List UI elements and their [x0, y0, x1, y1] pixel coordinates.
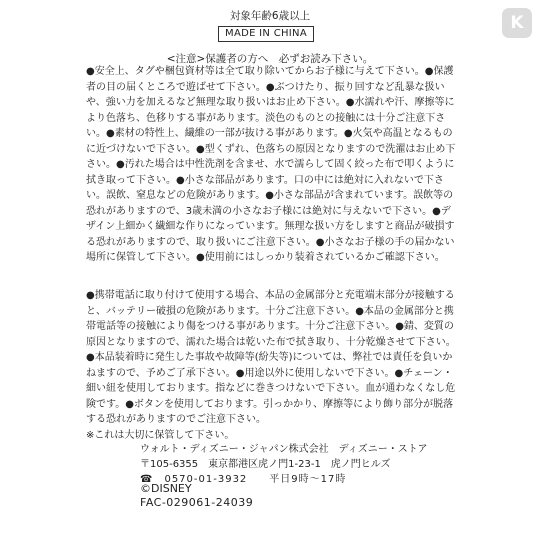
copyright: ©DISNEY	[140, 482, 192, 495]
company-name: ウォルト・ディズニー・ジャパン株式会社 ディズニー・ストア	[140, 444, 428, 455]
company-info	[140, 442, 428, 487]
keep-note: ※これは大切に保管して下さい。	[86, 429, 235, 441]
company-address: 〒105-6355 東京都港区虎ノ門1-23-1 虎ノ門ヒルズ	[140, 459, 391, 470]
age-label: 対象年齢6歳以上	[229, 10, 311, 22]
warnings-text-2: ●携帯電話に取り付けて使用する場合、本品の金属部分と充電端末部分が接触すると、バッテリー破損の危険があります。十分ご注意下さい。●本品の金属部分と携帯電話等の接触により傷をつける事があります。十分ご注意下さい。●錆、変質の原因となりますので、濡れた場合は乾いた布で拭き取り、十分乾燥させて下さい。●本品装着時に発生した事故や故障等(紛失等)については、弊社では責任を負いかねますので、予めご了承下さい。●用途以外に使用しないで下さい。●チェーン・細い紐を使用しております。指などに巻きつけないで下さい。血が通わなくなし危険です。●ボタンを使用しております。引っかかり、摩擦等により飾り部分が脱落する恐れがありますのでご注意下さい。	[86, 290, 456, 425]
made-in-label: MADE IN CHINA	[218, 26, 314, 42]
warnings-section-1	[86, 64, 456, 266]
product-code: FAC-029061-24039	[140, 496, 254, 509]
warnings-text-1: ●安全上、タグや梱包資材等は全て取り除いてからお子様に与えて下さい。●保護者の目の届くところで遊ばせて下さい。●ぶつけたり、振り回すなど乱暴な扱いや、強い力を加えるなど無理な取り扱いはお止め下さい。●水濡れや汗、摩擦等により色落ち、色移りする事があります。淡色のものとの接触には十分ご注意下さい。●素材の特性上、繊維の一部が抜ける事があります。●火気や高温となるものに近づけないで下さい。●型くずれ、色落ちの原因となりますので洗濯はお止め下さい。●汚れた場合は中性洗剤を含ませ、水で濡らして固く絞った布で叩くように拭き取って下さい。●小さな部品があります。口の中には絶対に入れないで下さい。誤飲、窒息などの危険があります。●小さな部品が含まれています。誤飲等の恐れがありますので、3歳未満の小さなお子様には絶対に与えないで下さい。●デザイン上細かく繊細な作りになっています。無理な扱い方をしますと商品が破損する恐れがありますので、取り扱いにご注意下さい。●小さなお子様の手の届かない場所に保管して下さい。●使用前にはしっかり装着されているかご確認下さい。	[86, 66, 456, 263]
notice-title: <注意>保護者の方へ 必ずお読み下さい。	[166, 53, 374, 65]
warnings-section-2	[86, 288, 456, 443]
company-phone: ☎ 0570-01-3932 平日9時～17時	[140, 474, 347, 485]
corner-k-icon: K	[502, 8, 532, 38]
